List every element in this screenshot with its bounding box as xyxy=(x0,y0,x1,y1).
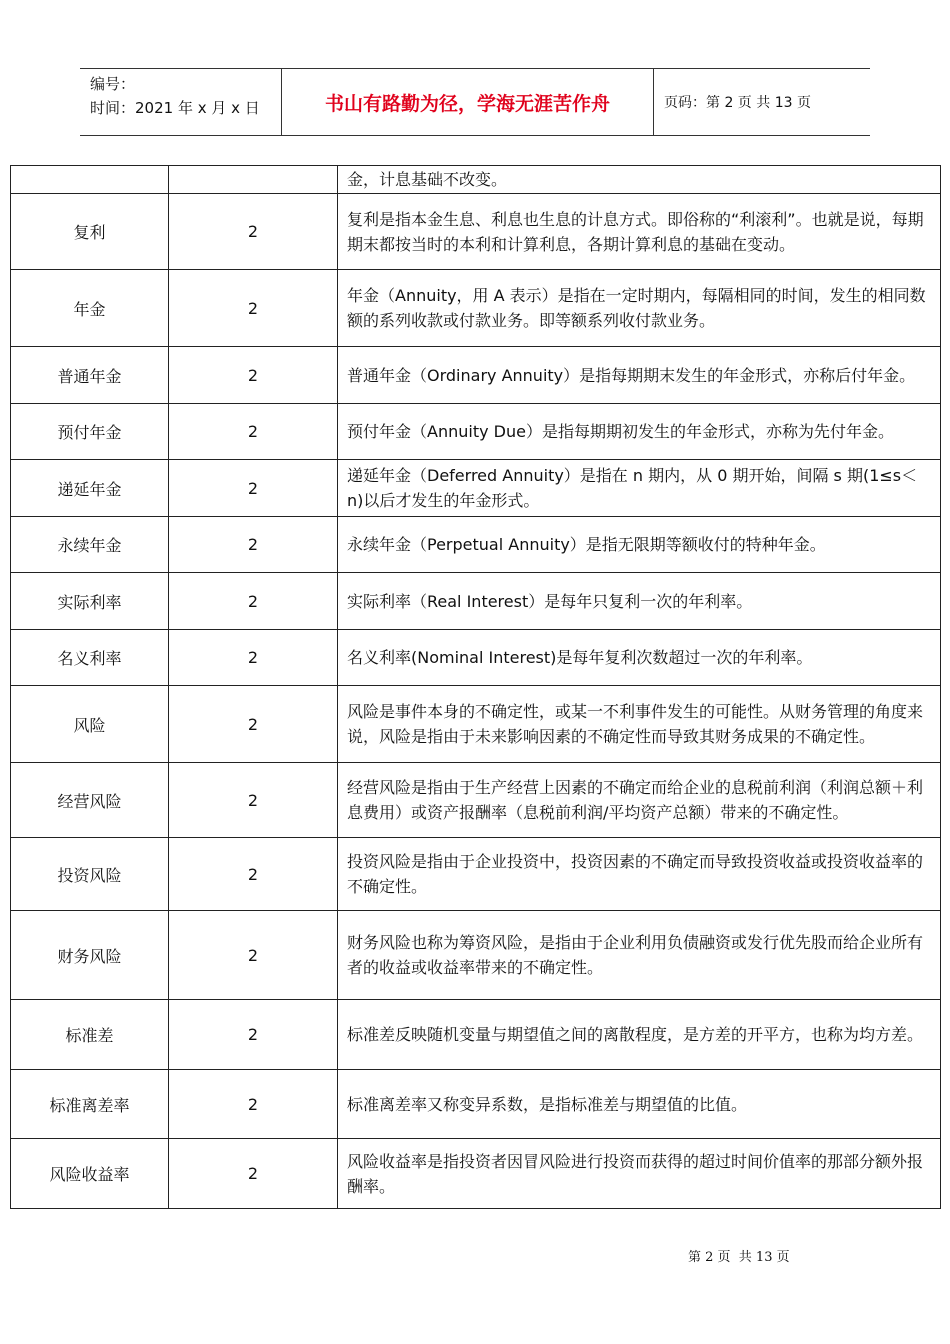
definition-cell: 名义利率(Nominal Interest)是每年复利次数超过一次的年利率。 xyxy=(338,630,941,686)
table-row xyxy=(11,347,941,404)
score-cell: 2 xyxy=(169,194,338,270)
term-cell: 风险收益率 xyxy=(11,1139,169,1209)
term-cell: 实际利率 xyxy=(11,573,169,630)
term-cell: 复利 xyxy=(11,194,169,270)
term-cell: 风险 xyxy=(11,686,169,763)
score-cell: 2 xyxy=(169,911,338,1000)
table-row xyxy=(11,630,941,686)
score-cell: 2 xyxy=(169,686,338,763)
table-row xyxy=(11,573,941,630)
definition-cell: 递延年金（Deferred Annuity）是指在 n 期内，从 0 期开始，间隔 s 期(1≤s＜n)以后才发生的年金形式。 xyxy=(338,460,941,517)
table-row xyxy=(11,517,941,573)
definition-cell: 实际利率（Real Interest）是每年只复利一次的年利率。 xyxy=(338,573,941,630)
score-cell: 2 xyxy=(169,573,338,630)
score-cell: 2 xyxy=(169,1070,338,1139)
term-cell: 年金 xyxy=(11,270,169,347)
term-cell xyxy=(11,166,169,194)
score-cell: 2 xyxy=(169,1139,338,1209)
table-row xyxy=(11,686,941,763)
glossary-table xyxy=(10,165,941,1209)
score-cell: 2 xyxy=(169,838,338,911)
table-row xyxy=(11,1070,941,1139)
header-motto: 书山有路勤为径，学海无涯苦作舟 xyxy=(282,69,654,135)
definition-cell: 投资风险是指由于企业投资中，投资因素的不确定而导致投资收益或投资收益率的不确定性。 xyxy=(338,838,941,911)
definition-cell: 预付年金（Annuity Due）是指每期期初发生的年金形式，亦称为先付年金。 xyxy=(338,404,941,460)
term-cell: 预付年金 xyxy=(11,404,169,460)
page-footer: 第 2 页 共 13 页 xyxy=(688,1250,790,1265)
term-cell: 普通年金 xyxy=(11,347,169,404)
definition-cell: 标准离差率又称变异系数，是指标准差与期望值的比值。 xyxy=(338,1070,941,1139)
table-row xyxy=(11,1000,941,1070)
score-cell: 2 xyxy=(169,270,338,347)
definition-cell: 标准差反映随机变量与期望值之间的离散程度，是方差的开平方，也称为均方差。 xyxy=(338,1000,941,1070)
table-row xyxy=(11,194,941,270)
definition-cell: 复利是指本金生息、利息也生息的计息方式。即俗称的“利滚利”。也就是说，每期期末都按当时的本利和计算利息，各期计算利息的基础在变动。 xyxy=(338,194,941,270)
term-cell: 永续年金 xyxy=(11,517,169,573)
document-date: 时间：2021 年 x 月 x 日 xyxy=(90,99,260,117)
header-meta xyxy=(80,69,282,135)
table-row xyxy=(11,460,941,517)
term-cell: 标准离差率 xyxy=(11,1070,169,1139)
definition-cell: 经营风险是指由于生产经营上因素的不确定而给企业的息税前利润（利润总额＋利息费用）或资产报酬率（息税前利润/平均资产总额）带来的不确定性。 xyxy=(338,763,941,838)
score-cell xyxy=(169,166,338,194)
table-row xyxy=(11,763,941,838)
table-row xyxy=(11,911,941,1000)
score-cell: 2 xyxy=(169,1000,338,1070)
score-cell: 2 xyxy=(169,404,338,460)
term-cell: 投资风险 xyxy=(11,838,169,911)
table-row xyxy=(11,166,941,194)
term-cell: 递延年金 xyxy=(11,460,169,517)
term-cell: 标准差 xyxy=(11,1000,169,1070)
term-cell: 名义利率 xyxy=(11,630,169,686)
document-number-label: 编号： xyxy=(90,75,136,93)
score-cell: 2 xyxy=(169,347,338,404)
definition-cell: 风险收益率是指投资者因冒风险进行投资而获得的超过时间价值率的那部分额外报酬率。 xyxy=(338,1139,941,1209)
definition-cell: 财务风险也称为筹资风险，是指由于企业利用负债融资或发行优先股而给企业所有者的收益或收益率带来的不确定性。 xyxy=(338,911,941,1000)
table-row xyxy=(11,270,941,347)
table-row xyxy=(11,404,941,460)
term-cell: 财务风险 xyxy=(11,911,169,1000)
score-cell: 2 xyxy=(169,763,338,838)
page-header xyxy=(80,68,870,136)
score-cell: 2 xyxy=(169,460,338,517)
score-cell: 2 xyxy=(169,630,338,686)
definition-cell: 金，计息基础不改变。 xyxy=(338,166,941,194)
term-cell: 经营风险 xyxy=(11,763,169,838)
definition-cell: 风险是事件本身的不确定性，或某一不利事件发生的可能性。从财务管理的角度来说，风险是指由于未来影响因素的不确定性而导致其财务成果的不确定性。 xyxy=(338,686,941,763)
header-page-info: 页码：第 2 页 共 13 页 xyxy=(664,95,811,111)
score-cell: 2 xyxy=(169,517,338,573)
definition-cell: 永续年金（Perpetual Annuity）是指无限期等额收付的特种年金。 xyxy=(338,517,941,573)
definition-cell: 年金（Annuity，用 A 表示）是指在一定时期内，每隔相同的时间，发生的相同数额的系列收款或付款业务。即等额系列收付款业务。 xyxy=(338,270,941,347)
definition-cell: 普通年金（Ordinary Annuity）是指每期期末发生的年金形式，亦称后付年金。 xyxy=(338,347,941,404)
table-row xyxy=(11,838,941,911)
table-row xyxy=(11,1139,941,1209)
